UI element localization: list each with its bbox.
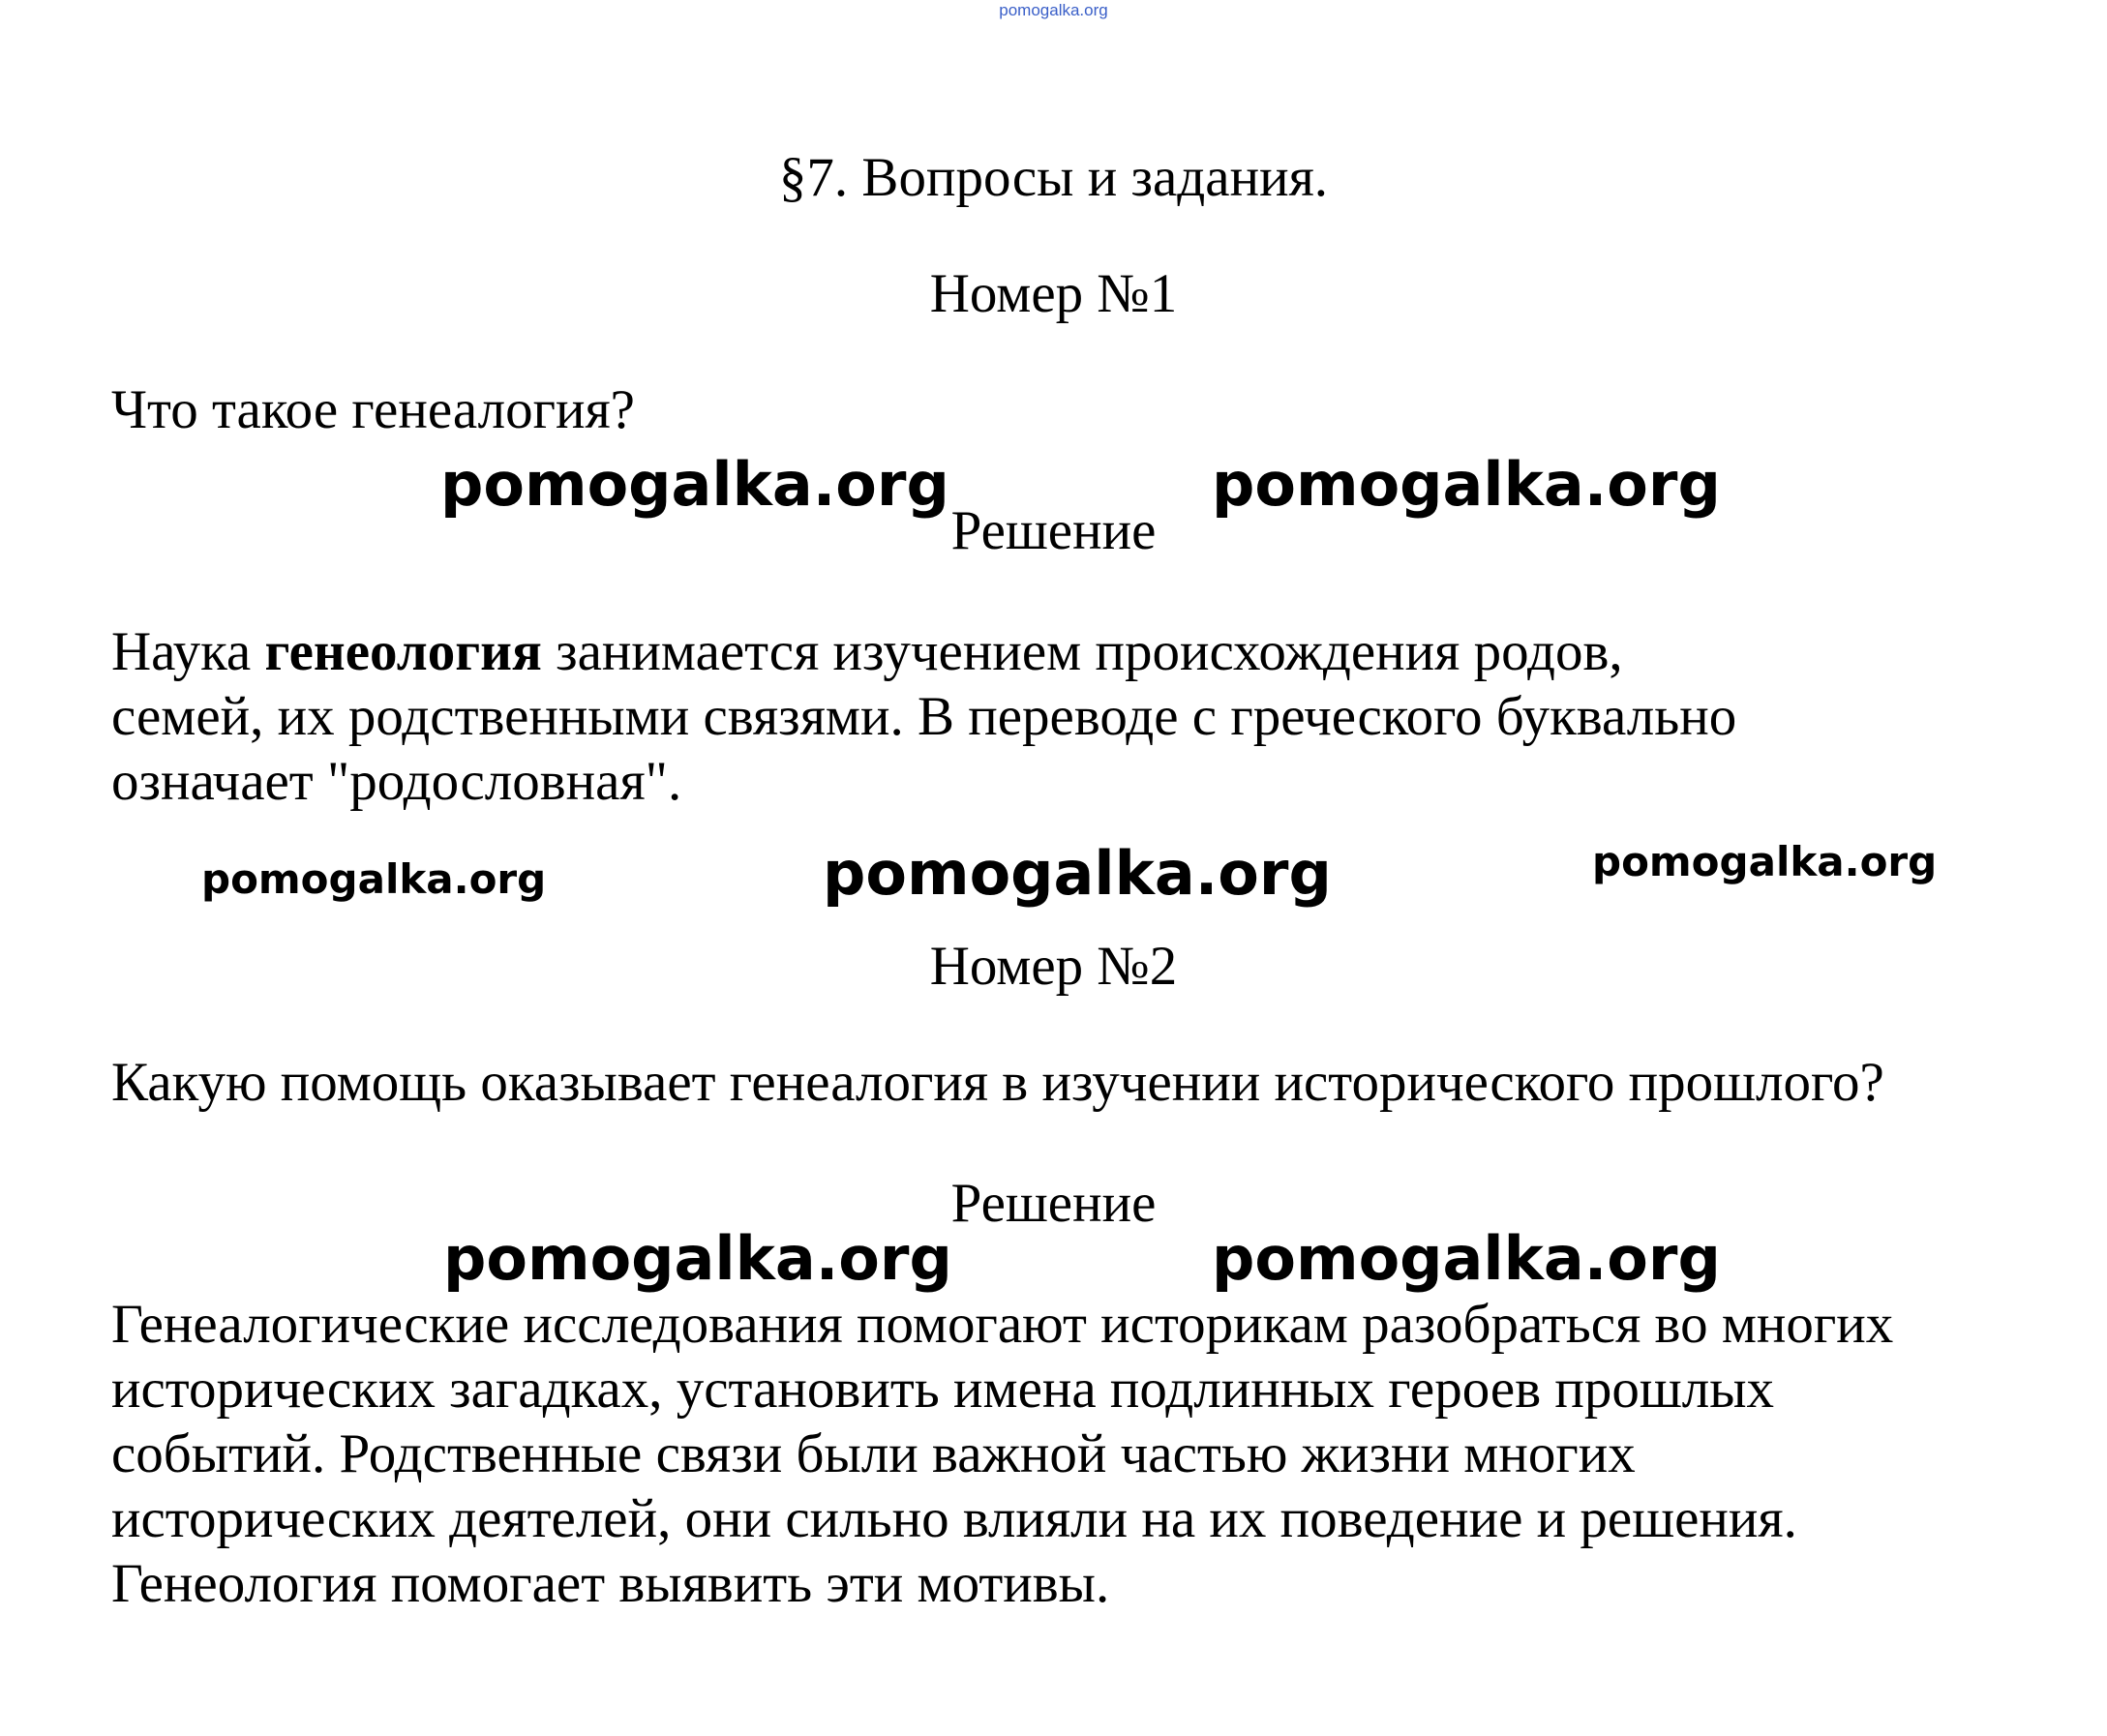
task-2-answer-line-5: Генеология помогает выявить эти мотивы. [111, 1553, 1110, 1614]
task-1-number: Номер №1 [929, 263, 1178, 324]
task-2-answer-line-3: событий. Родственные связи были важной частью жизни многих [111, 1423, 1636, 1484]
watermark: pomogalka.org [1212, 1223, 1721, 1294]
watermark: pomogalka.org [1212, 449, 1721, 520]
task-2-question [111, 1050, 2047, 1115]
task-2-number: Номер №2 [929, 936, 1178, 997]
watermark: pomogalka.org [440, 449, 949, 520]
page-title: §7. Вопросы и задания. [778, 147, 1329, 208]
task-1-answer-line-1 [111, 619, 2047, 684]
task-1-answer-line-2: семей, их родственными связями. В переводе с греческого буквально [111, 686, 1737, 747]
task-2-question-text: Какую помощь оказывает генеалогия в изучении исторического прошлого? [111, 1052, 1884, 1113]
task-2-answer-line-1: Генеалогические исследования помогают историкам разобраться во многих [111, 1294, 1894, 1355]
watermark: pomogalka.org [823, 838, 1332, 909]
task-1-question-text: Что такое генеалогия? [111, 379, 635, 440]
task-2-answer-line-2: исторических загадках, установить имена подлинных героев прошлых [111, 1359, 1775, 1420]
task-2-solution-label: Решение [950, 1173, 1157, 1234]
task-1-answer-line-3: означает "родословная". [111, 751, 682, 812]
task-1-question [111, 377, 2047, 442]
task-1-answer [111, 619, 2047, 814]
task-1-solution-label: Решение [950, 500, 1157, 561]
header-watermark[interactable]: pomogalka.org [999, 1, 1108, 19]
watermark: pomogalka.org [201, 855, 547, 903]
answer-prefix: Наука [111, 621, 265, 682]
answer-term: генеология [264, 621, 542, 682]
answer-suffix: занимается изучением происхождения родов, [541, 621, 1623, 682]
task-2-answer [111, 1292, 2047, 1616]
watermark: pomogalka.org [1592, 838, 1938, 885]
watermark: pomogalka.org [443, 1223, 952, 1294]
task-2-answer-line-4: исторических деятелей, они сильно влияли на их поведение и решения. [111, 1488, 1797, 1549]
